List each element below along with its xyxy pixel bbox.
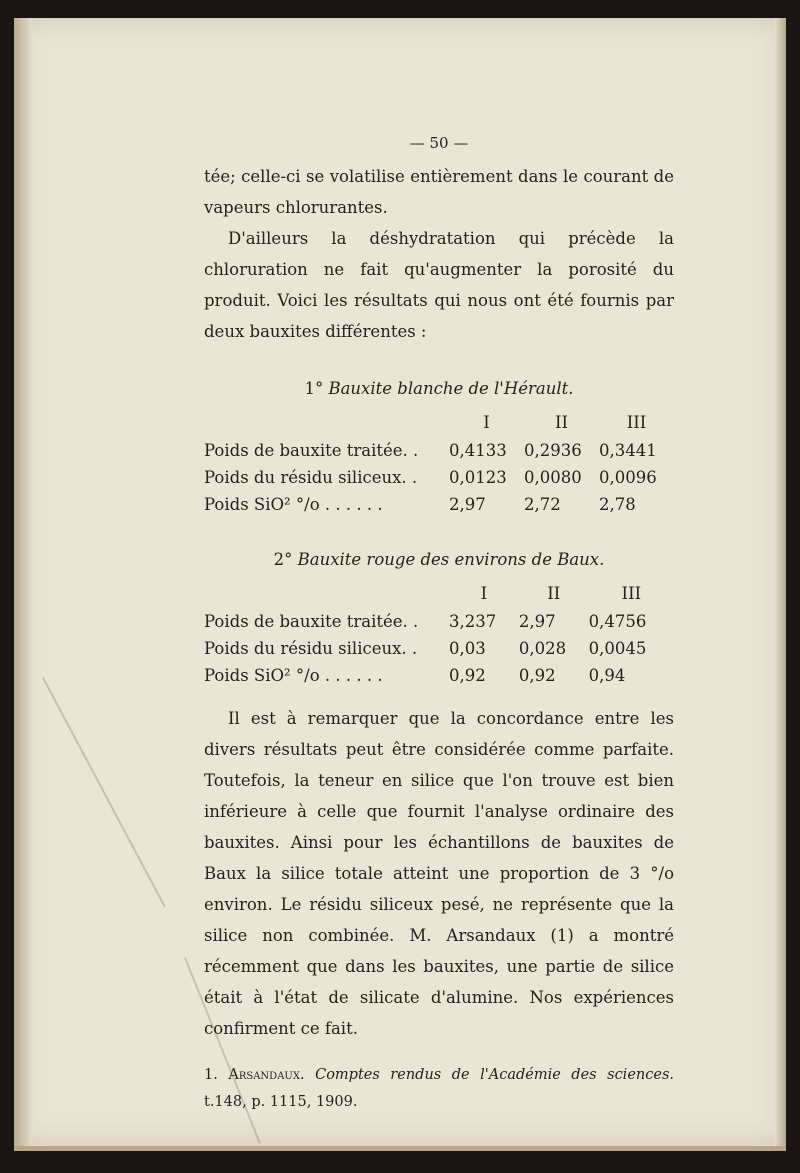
table-title [204, 373, 674, 404]
footnote-reference: t.148, p. 1115, 1909. [204, 1094, 358, 1110]
table-number: 1° [304, 379, 324, 398]
row-label: Poids SiO² °/o . . . . . . [204, 495, 383, 514]
footnote-title: Comptes rendus de l'Académie des sciences. [315, 1067, 674, 1083]
cell-value: 0,94 [588, 666, 626, 685]
table-row [204, 491, 674, 518]
table-number: 2° [273, 550, 293, 569]
table-row [204, 437, 674, 464]
row-label: Poids du résidu siliceux. . [204, 639, 418, 658]
page-edge [774, 18, 786, 1146]
column-header: II [547, 584, 561, 603]
row-label: Poids du résidu siliceux. . [204, 468, 418, 487]
cell-value: 0,92 [518, 666, 556, 685]
cell-value: 2,97 [449, 495, 486, 514]
page-number: — 50 — [409, 134, 469, 152]
page-content [204, 128, 674, 1116]
cell-value: 0,0080 [524, 468, 582, 487]
column-header: I [480, 584, 488, 603]
cell-value: 2,72 [524, 495, 561, 514]
table-header-row [204, 579, 674, 608]
cell-value: 0,4756 [588, 612, 647, 631]
cell-value: 0,03 [449, 639, 486, 658]
cell-value: 0,0045 [588, 639, 647, 658]
cell-value: 0,028 [518, 639, 567, 658]
cell-value: 3,237 [449, 612, 497, 631]
cell-value: 0,0096 [599, 468, 657, 487]
book-page [14, 18, 786, 1151]
footnote [204, 1062, 674, 1116]
cell-value: 2,97 [518, 612, 556, 631]
column-header: III [621, 584, 642, 603]
cell-value: 0,2936 [524, 441, 582, 460]
table-row [204, 464, 674, 491]
page-spine [14, 18, 32, 1146]
table-row [204, 662, 674, 689]
row-label: Poids de bauxite traitée. . [204, 441, 419, 460]
cell-value: 0,4133 [449, 441, 507, 460]
footnote-author: Arsandaux. [228, 1067, 305, 1083]
cell-value: 2,78 [599, 495, 636, 514]
row-label: Poids SiO² °/o . . . . . . [204, 666, 383, 685]
results-table [204, 408, 674, 518]
table-row [204, 635, 674, 662]
paragraph: D'ailleurs la déshydratation qui précède la chloruration ne fait qu'augmenter la porosité du produit. Voici les résultats qui nous ont été fournis par deux bauxites différentes : [204, 229, 674, 341]
table-title [204, 544, 674, 575]
row-label: Poids de bauxite traitée. . [204, 612, 419, 631]
paragraph: tée; celle-ci se volatilise entièrement dans le courant de vapeurs chlorurantes. [204, 167, 674, 217]
page-crease [42, 677, 166, 908]
table-title-text: Bauxite rouge des environs de Baux. [297, 550, 605, 569]
footnote-marker: 1. [204, 1067, 218, 1083]
paragraph: Il est à remarquer que la concordance entre les divers résultats peut être considérée comme parfaite. Toutefois, la teneur en silice que l'on trouve est bien inférieure à celle que fournit l'analyse ordinaire des bauxites. Ainsi pour les échantillons de bauxites de Baux la silice totale atteint une proportion de 3 °/o environ. Le résidu siliceux pesé, ne représente que la silice non combinée. M. Arsandaux (1) a montré récemment que dans les bauxites, une partie de silice était à l'état de silicate d'alumine. Nos expériences confirment ce fait. [204, 709, 674, 1038]
column-header: III [626, 413, 647, 432]
table-title-text: Bauxite blanche de l'Hérault. [328, 379, 574, 398]
cell-value: 0,3441 [599, 441, 657, 460]
cell-value: 0,0123 [449, 468, 507, 487]
results-table [204, 579, 674, 689]
cell-value: 0,92 [449, 666, 486, 685]
table-header-row [204, 408, 674, 437]
column-header: II [554, 413, 569, 432]
table-row [204, 608, 674, 635]
column-header: I [483, 413, 490, 432]
